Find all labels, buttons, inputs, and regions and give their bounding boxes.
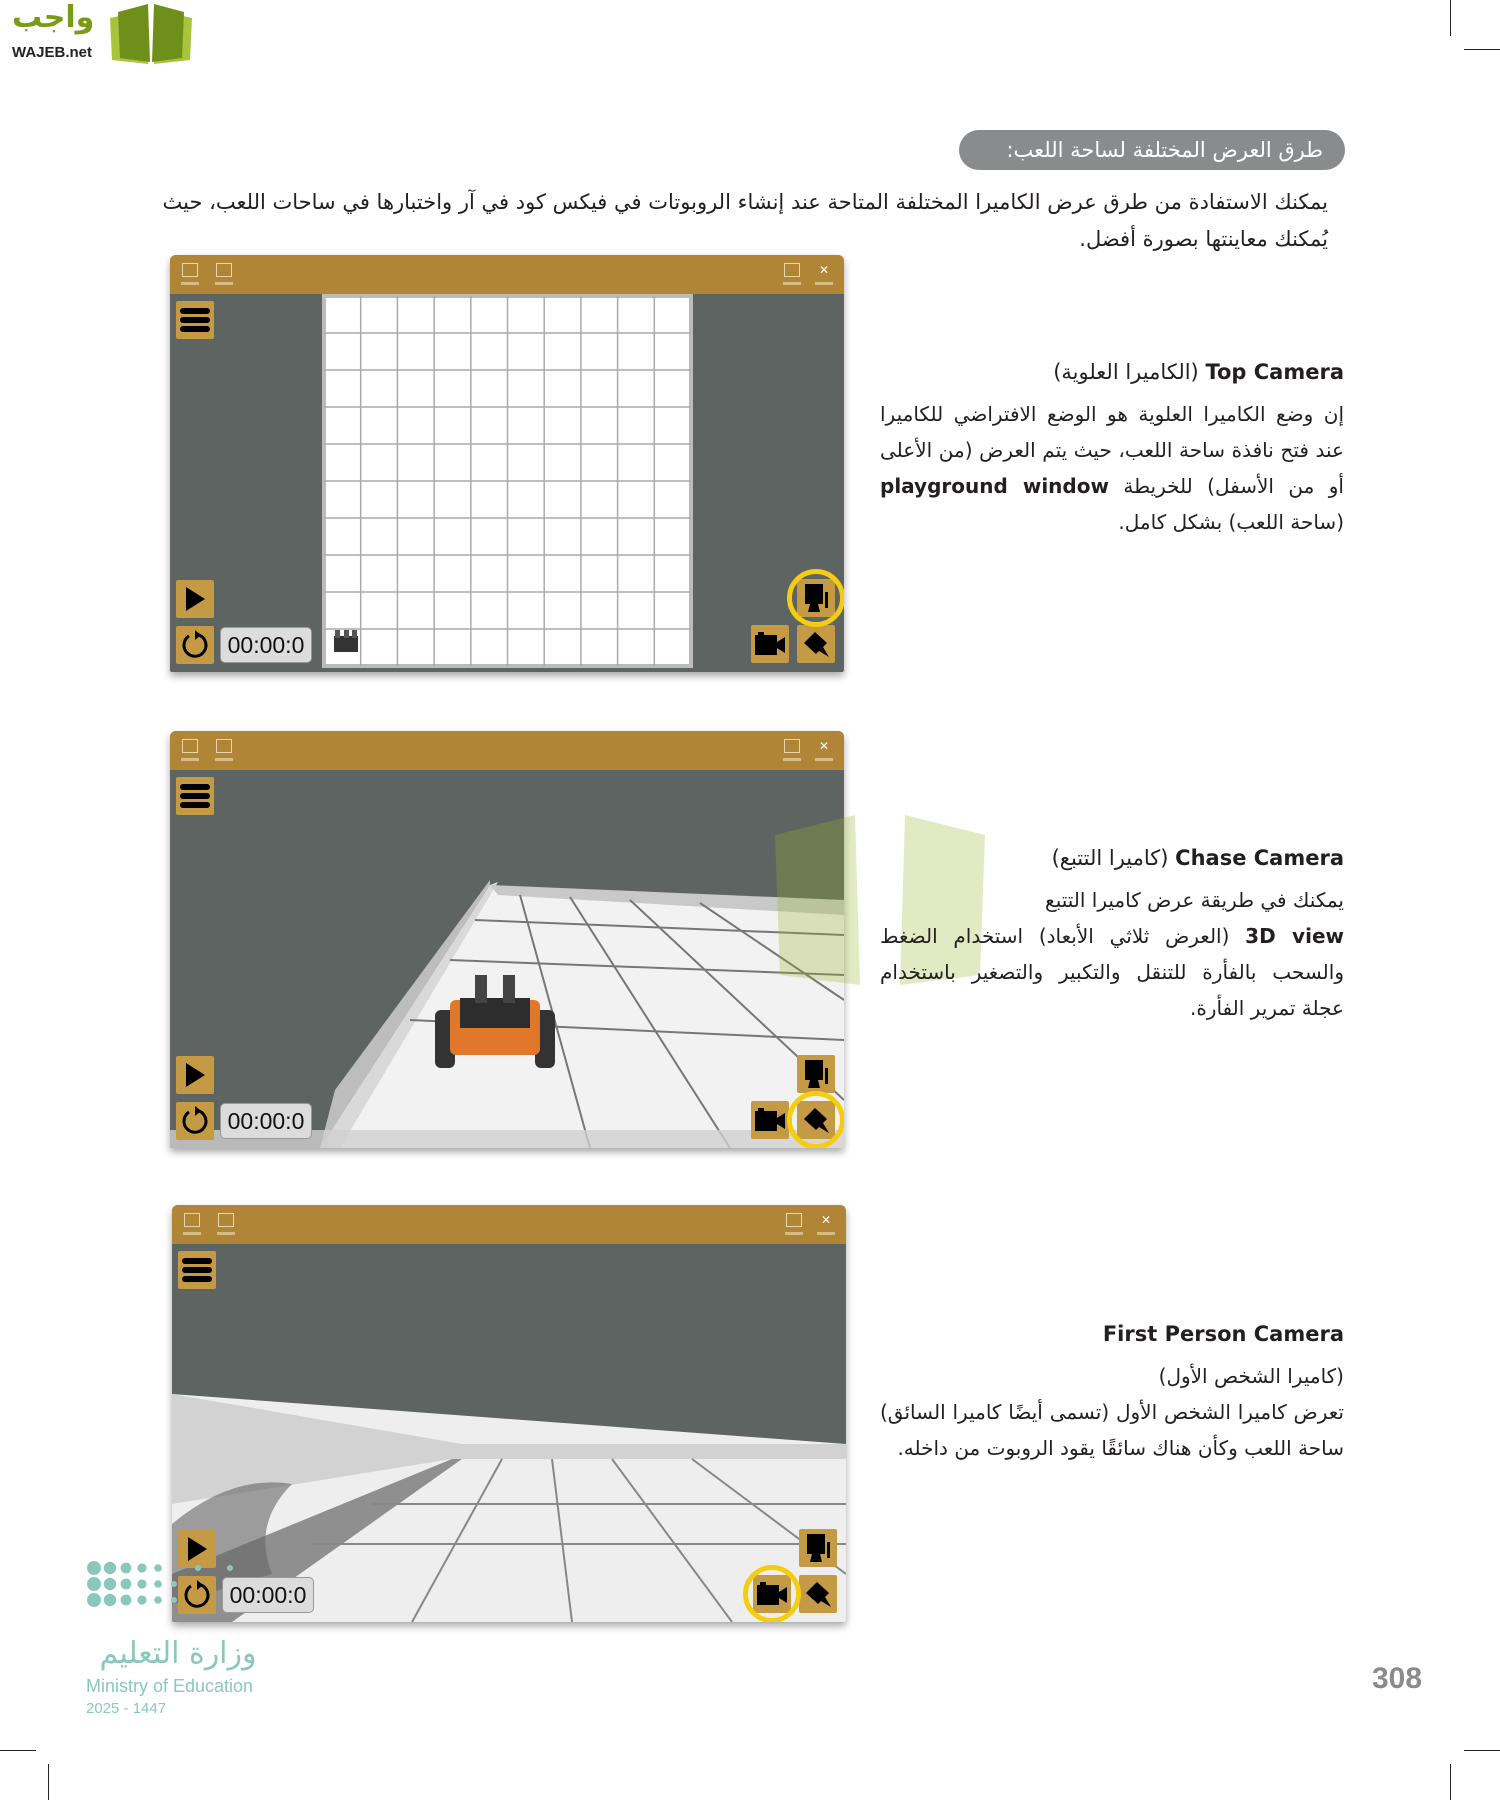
logo-dot — [154, 1596, 162, 1604]
logo-dot — [121, 1595, 132, 1606]
logo-dot — [121, 1563, 132, 1574]
active-camera-highlight — [787, 1091, 844, 1148]
window-toolbar — [170, 731, 844, 770]
active-camera-highlight — [743, 1565, 801, 1622]
window-icon[interactable] — [184, 1213, 200, 1227]
ministry-name-ar: وزارة التعليم — [99, 1636, 257, 1671]
book-icon — [106, 4, 196, 66]
window-toolbar — [172, 1205, 846, 1244]
wajeb-logo — [8, 0, 193, 66]
top-camera-icon — [802, 1058, 830, 1090]
top-camera-button[interactable] — [797, 1055, 835, 1093]
logo-dot — [171, 1597, 177, 1603]
wajeb-logo-arabic: واجب — [12, 0, 95, 35]
logo-dot — [171, 1581, 177, 1587]
section-body: (العرض ثلاثي الأبعاد) استخدام الضغط والسحب بالفأرة للتنقل والتكبير والتصغير باستخدام عجلة تمرير الفأرة. — [880, 924, 1344, 1020]
menu-icon — [180, 307, 210, 333]
crop-mark — [1464, 49, 1500, 50]
section-title-en: Top Camera — [1205, 360, 1344, 384]
page-number: 308 — [1372, 1662, 1423, 1695]
close-icon[interactable]: ✕ — [818, 739, 830, 753]
pin-icon[interactable] — [218, 1213, 234, 1227]
timer-display: 00:00:0 — [222, 1577, 314, 1613]
logo-dot — [137, 1579, 146, 1588]
ministry-name-en: Ministry of Education — [86, 1676, 254, 1696]
section-heading: طرق العرض المختلفة لساحة اللعب: — [959, 130, 1345, 170]
first-person-camera-button[interactable] — [751, 1101, 789, 1139]
active-camera-highlight — [787, 569, 844, 627]
window-toolbar — [170, 255, 844, 294]
logo-dot — [227, 1565, 233, 1571]
reset-icon — [180, 1106, 210, 1136]
logo-dot — [87, 1593, 101, 1607]
crop-mark — [0, 1750, 36, 1751]
reset-icon — [180, 630, 210, 660]
logo-dot — [104, 1594, 116, 1606]
video-camera-icon — [754, 631, 786, 657]
play-icon — [185, 1536, 209, 1562]
menu-button[interactable] — [176, 301, 214, 339]
top-camera-icon — [804, 1532, 832, 1564]
first-person-camera-button[interactable] — [751, 625, 789, 663]
logo-dot — [87, 1561, 101, 1575]
ministry-logo-dots — [86, 1560, 276, 1616]
section-body: (ساحة اللعب) بشكل كامل. — [1118, 510, 1344, 534]
logo-dot — [195, 1565, 201, 1571]
chase-camera-icon — [803, 1579, 833, 1609]
top-camera-button[interactable] — [799, 1529, 837, 1567]
section-title-en: First Person Camera — [1102, 1322, 1344, 1346]
play-button[interactable] — [176, 580, 214, 618]
logo-dot — [87, 1577, 101, 1591]
section-body: يمكنك في طريقة عرض كاميرا التتبع — [1045, 888, 1344, 912]
section-title-ar: (كاميرا الشخص الأول) — [1158, 1364, 1344, 1388]
expand-icon[interactable] — [784, 739, 800, 753]
section-body-term: 3D view — [1245, 924, 1344, 948]
reset-button[interactable] — [176, 1102, 214, 1140]
pin-icon[interactable] — [216, 739, 232, 753]
section-body-term: playground window — [880, 474, 1109, 498]
section-body: تعرض كاميرا الشخص الأول (تسمى أيضًا كاميرا السائق) ساحة اللعب وكأن هناك سائقًا يقود الروبوت من داخله. — [880, 1400, 1344, 1460]
section-title-ar: (كاميرا التتبع) — [1051, 846, 1169, 870]
window-icon[interactable] — [182, 739, 198, 753]
section-chase-camera — [880, 840, 1344, 1026]
expand-icon[interactable] — [786, 1213, 802, 1227]
chase-camera-button[interactable] — [799, 1575, 837, 1613]
playground-window-top-camera — [170, 255, 844, 672]
expand-icon[interactable] — [784, 263, 800, 277]
chase-camera-icon — [801, 629, 831, 659]
play-icon — [183, 586, 207, 612]
crop-mark — [1450, 1764, 1451, 1800]
window-icon[interactable] — [182, 263, 198, 277]
logo-dot — [154, 1580, 162, 1588]
section-top-camera — [880, 354, 1344, 540]
crop-mark — [1464, 1750, 1500, 1751]
top-view-grid — [170, 294, 844, 672]
logo-dot — [104, 1562, 116, 1574]
logo-dot — [137, 1563, 146, 1572]
chase-camera-button[interactable] — [797, 625, 835, 663]
intro-paragraph: يمكنك الاستفادة من طرق عرض الكاميرا المختلفة المتاحة عند إنشاء الروبوتات في فيكس كود في آر واختبارها في ساحات اللعب، حيث يُمكنك معاينتها بصورة أفضل. — [162, 190, 1328, 251]
video-camera-icon — [754, 1107, 786, 1133]
pin-icon[interactable] — [216, 263, 232, 277]
menu-icon — [180, 783, 210, 809]
section-title-ar: (الكاميرا العلوية) — [1053, 360, 1199, 384]
timer-display: 00:00:0 — [220, 627, 312, 663]
menu-button[interactable] — [176, 777, 214, 815]
wajeb-logo-text: WAJEB.net — [12, 44, 93, 61]
logo-dot — [154, 1564, 162, 1572]
ministry-year: 2025 - 1447 — [86, 1700, 167, 1717]
play-icon — [183, 1062, 207, 1088]
section-title-en: Chase Camera — [1175, 846, 1344, 870]
menu-button[interactable] — [178, 1251, 216, 1289]
play-button[interactable] — [176, 1056, 214, 1094]
close-icon[interactable]: ✕ — [820, 1213, 832, 1227]
timer-display: 00:00:0 — [220, 1103, 312, 1139]
logo-dot — [121, 1579, 132, 1590]
logo-dot — [137, 1595, 146, 1604]
section-body: إن وضع الكاميرا العلوية هو الوضع الافتراضي للكاميرا عند فتح نافذة ساحة اللعب، حيث يتم العرض (من الأعلى أو من الأسفل) للخريطة — [880, 402, 1344, 498]
menu-icon — [182, 1257, 212, 1283]
logo-dot — [104, 1578, 116, 1590]
close-icon[interactable]: ✕ — [818, 263, 830, 277]
robot-icon — [332, 628, 360, 654]
crop-mark — [48, 1764, 49, 1800]
section-first-person-camera — [880, 1316, 1344, 1466]
crop-mark — [1450, 0, 1451, 36]
reset-button[interactable] — [176, 626, 214, 664]
